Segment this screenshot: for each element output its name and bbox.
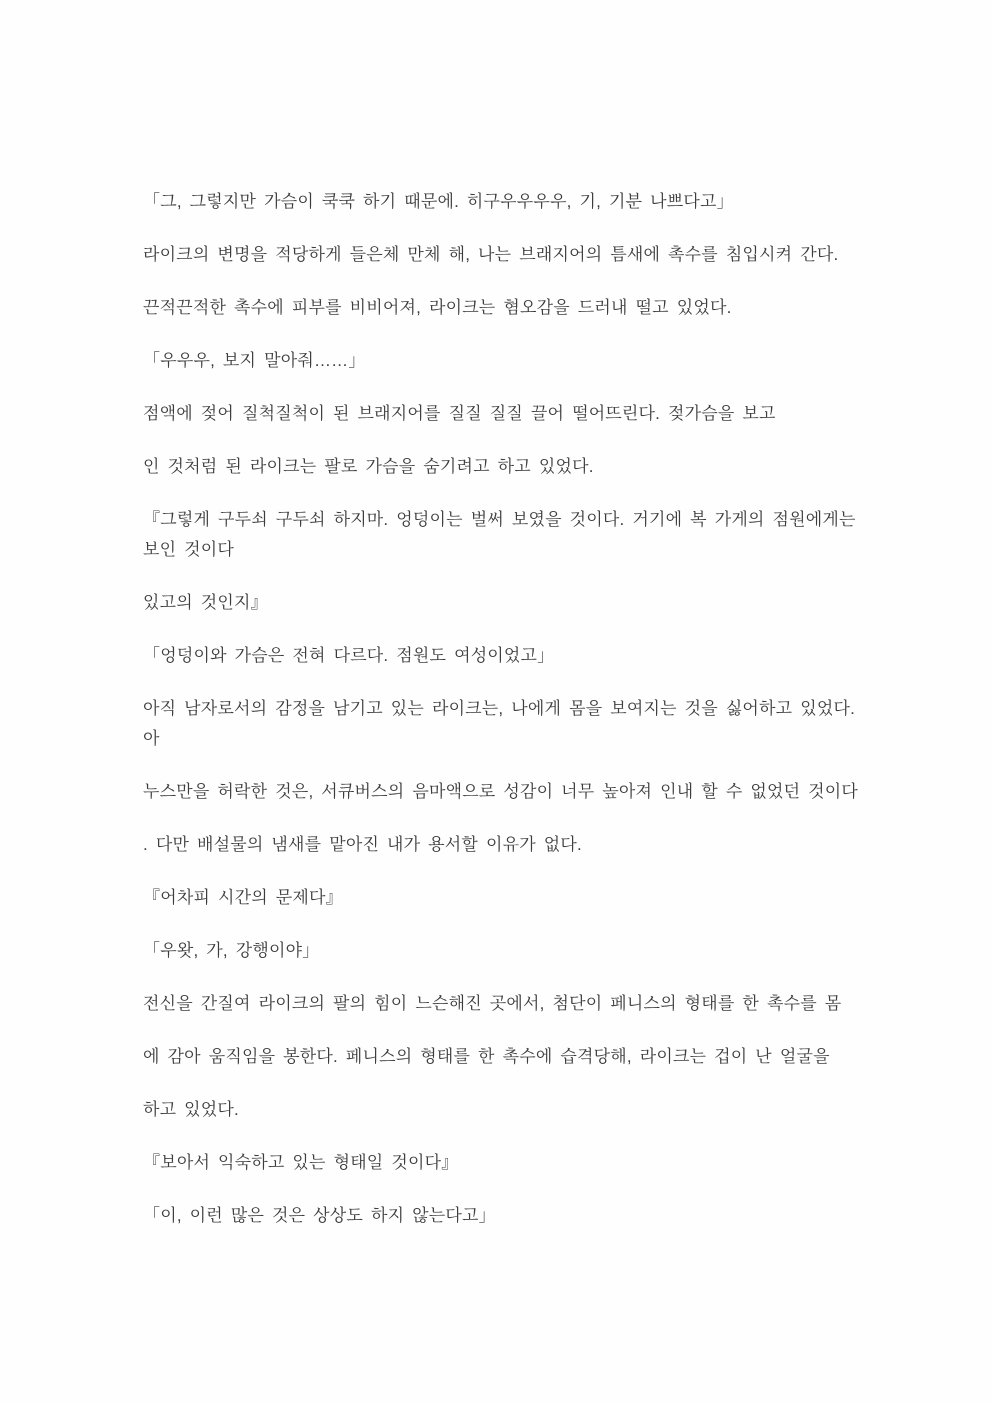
dialogue-paragraph: [143, 346, 867, 376]
text-line: 하고 있었다.: [143, 1100, 239, 1119]
text-line: 「그, 그렇지만 가슴이 쿡쿡 하기 때문에. 히구우우우우, 기, 기분 나쁘다고」: [143, 192, 734, 211]
narration-paragraph: [143, 452, 867, 482]
narration-paragraph: [143, 293, 867, 323]
narration-paragraph: [143, 1042, 867, 1072]
dialogue-paragraph: [143, 883, 867, 913]
text-line: 전신을 간질여 라이크의 팔의 힘이 느슨해진 곳에서, 첨단이 페니스의 형태를 한 촉수를 몸: [143, 994, 842, 1013]
dialogue-paragraph: [143, 588, 867, 618]
text-content: [143, 187, 867, 1254]
narration-paragraph: [143, 240, 867, 270]
text-line: 「우우우, 보지 말아줘……」: [143, 351, 366, 370]
text-line: 끈적끈적한 촉수에 피부를 비비어져, 라이크는 혐오감을 드러내 떨고 있었다.: [143, 298, 732, 317]
text-line: 「우왓, 가, 강행이야」: [143, 941, 320, 960]
text-line: 인 것처럼 된 라이크는 팔로 가슴을 숨기려고 하고 있었다.: [143, 457, 594, 476]
text-line: 「이, 이런 많은 것은 상상도 하지 않는다고」: [143, 1206, 496, 1225]
narration-paragraph: [143, 830, 867, 860]
dialogue-paragraph: [143, 505, 867, 565]
text-line: 에 감아 움직임을 봉한다. 페니스의 형태를 한 촉수에 습격당해, 라이크는 겁이 난 얼굴을: [143, 1047, 830, 1066]
text-line: . 다만 배설물의 냄새를 맡아진 내가 용서할 이유가 없다.: [143, 835, 582, 854]
text-line: 있고의 것인지』: [143, 593, 268, 612]
narration-paragraph: [143, 694, 867, 754]
text-line: 『보아서 익숙하고 있는 형태일 것이다』: [143, 1153, 459, 1172]
text-line: 「엉덩이와 가슴은 전혀 다르다. 점원도 여성이었고」: [143, 646, 555, 665]
text-line: 누스만을 허락한 것은, 서큐버스의 음마액으로 성감이 너무 높아져 인내 할 수 없었던 것이다: [143, 782, 859, 801]
dialogue-paragraph: [143, 1201, 867, 1231]
narration-paragraph: [143, 989, 867, 1019]
narration-paragraph: [143, 1095, 867, 1125]
text-line: 『그렇게 구두쇠 구두쇠 하지마. 엉덩이는 벌써 보였을 것이다. 거기에 복 가게의 점원에게는: [143, 510, 856, 529]
text-line: 보인 것이다: [143, 540, 235, 559]
dialogue-paragraph: [143, 641, 867, 671]
text-line: 라이크의 변명을 적당하게 들은체 만체 해, 나는 브래지어의 틈새에 촉수를 침입시켜 간다.: [143, 245, 839, 264]
narration-paragraph: [143, 777, 867, 807]
text-line: 아직 남자로서의 감정을 남기고 있는 라이크는, 나에게 몸을 보여지는 것을 싫어하고 있었다.: [143, 699, 856, 718]
dialogue-paragraph: [143, 1148, 867, 1178]
dialogue-paragraph: [143, 936, 867, 966]
text-line: 『어차피 시간의 문제다』: [143, 888, 343, 907]
text-line: 점액에 젖어 질척질척이 된 브래지어를 질질 질질 끌어 떨어뜨린다. 젖가슴을 보고: [143, 404, 776, 423]
narration-paragraph: [143, 399, 867, 429]
dialogue-paragraph: [143, 187, 867, 217]
text-line: 아: [143, 729, 160, 748]
